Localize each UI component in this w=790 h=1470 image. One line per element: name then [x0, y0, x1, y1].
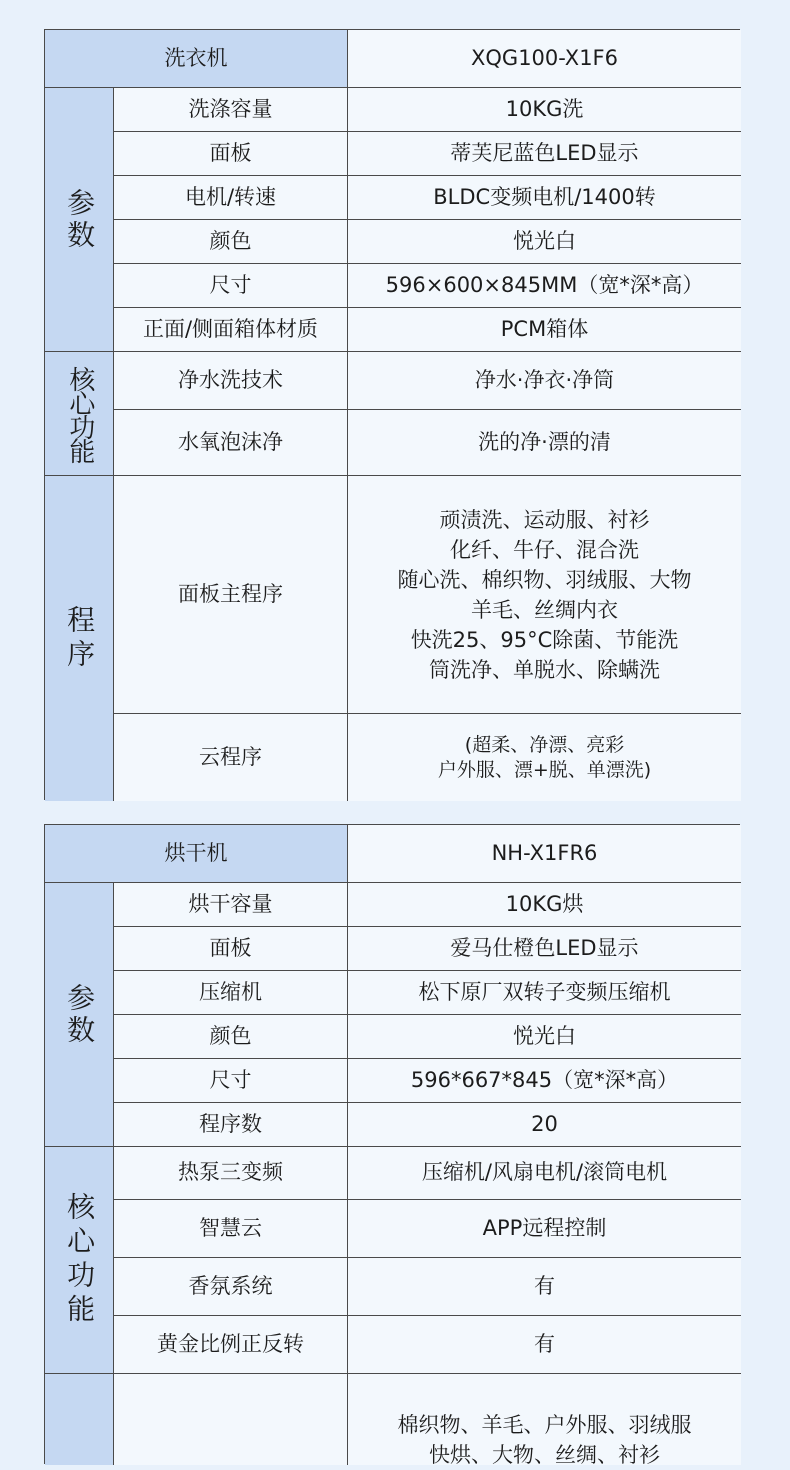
washer-row-label: 洗涤容量: [114, 88, 348, 132]
washer-panel-program-line: 化纤、牛仔、混合洗: [450, 537, 639, 562]
washer-panel-program-line: 随心洗、棉织物、羽绒服、大物: [397, 567, 692, 592]
dryer-row-value: 松下原厂双转子变频压缩机: [348, 971, 741, 1015]
washer-row-value: 净水·净衣·净筒: [348, 352, 741, 410]
dryer-category-params-text: 参数: [63, 982, 97, 1047]
washer-category-params: [45, 88, 114, 352]
dryer-program-line: 快烘、大物、丝绸、衬衫: [429, 1443, 660, 1467]
washer-category-program: [45, 476, 114, 801]
dryer-row-value: 10KG烘: [348, 883, 741, 927]
dryer-program-list: [348, 1374, 741, 1465]
washer-row-value: BLDC变频电机/1400转: [348, 176, 741, 220]
dryer-row-label: 黄金比例正反转: [114, 1316, 348, 1374]
washer-cloud-program-line: (超柔、净漂、亮彩: [464, 733, 625, 756]
washer-panel-program-line: 羊毛、丝绸内衣: [471, 597, 618, 622]
washer-panel-program-line: 顽渍洗、运动服、衬衫: [439, 507, 650, 532]
dryer-category-params: [45, 883, 114, 1147]
washer-row-label: 水氧泡沫净: [114, 410, 348, 476]
washer-category-core-text: 核心功能: [64, 365, 95, 462]
washer-row-label: 尺寸: [114, 264, 348, 308]
washer-row-value: PCM箱体: [348, 308, 741, 352]
dryer-header-label: 烘干机: [45, 825, 348, 883]
washer-row-value: 596×600×845MM（宽*深*高）: [348, 264, 741, 308]
washer-row-value: 10KG洗: [348, 88, 741, 132]
washer-spec-table: [44, 29, 740, 800]
washer-header-model: XQG100-X1F6: [348, 30, 741, 88]
dryer-program-label: [114, 1374, 348, 1465]
dryer-category-program: [45, 1374, 114, 1465]
dryer-row-label: 烘干容量: [114, 883, 348, 927]
dryer-row-label: 热泵三变频: [114, 1147, 348, 1200]
washer-panel-program-line: 筒洗净、单脱水、除螨洗: [429, 657, 660, 682]
washer-row-value: 悦光白: [348, 220, 741, 264]
dryer-row-label: 香氛系统: [114, 1258, 348, 1316]
washer-row-label: 电机/转速: [114, 176, 348, 220]
washer-panel-program-list: [348, 476, 741, 714]
washer-row-label: 净水洗技术: [114, 352, 348, 410]
washer-row-value: 洗的净·漂的清: [348, 410, 741, 476]
washer-cloud-program-line: 户外服、漂+脱、单漂洗): [437, 758, 652, 781]
washer-row-label: 面板: [114, 132, 348, 176]
dryer-program-line: 棉织物、羊毛、户外服、羽绒服: [397, 1413, 692, 1437]
washer-category-core: [45, 352, 114, 476]
dryer-row-label: 尺寸: [114, 1059, 348, 1103]
dryer-row-value: APP远程控制: [348, 1200, 741, 1258]
dryer-category-core-text: 核心功能: [63, 1192, 97, 1328]
washer-cloud-program-list: [348, 714, 741, 801]
dryer-row-label: 压缩机: [114, 971, 348, 1015]
dryer-row-label: 颜色: [114, 1015, 348, 1059]
washer-row-label: 正面/侧面箱体材质: [114, 308, 348, 352]
washer-panel-program-label: 面板主程序: [114, 476, 348, 714]
dryer-row-value: 压缩机/风扇电机/滚筒电机: [348, 1147, 741, 1200]
dryer-row-value: 596*667*845（宽*深*高）: [348, 1059, 741, 1103]
washer-category-program-text: 程序: [63, 604, 97, 673]
dryer-row-label: 面板: [114, 927, 348, 971]
dryer-spec-table: [44, 824, 740, 1467]
dryer-row-label: 程序数: [114, 1103, 348, 1147]
dryer-row-value: 20: [348, 1103, 741, 1147]
washer-category-params-text: 参数: [63, 187, 97, 252]
washer-panel-program-line: 快洗25、95°C除菌、节能洗: [410, 627, 679, 652]
washer-header-label: 洗衣机: [45, 30, 348, 88]
dryer-row-value: 有: [348, 1316, 741, 1374]
dryer-row-value: 有: [348, 1258, 741, 1316]
dryer-header-model: NH-X1FR6: [348, 825, 741, 883]
dryer-category-core: [45, 1147, 114, 1374]
dryer-row-value: 悦光白: [348, 1015, 741, 1059]
dryer-row-value: 爱马仕橙色LED显示: [348, 927, 741, 971]
washer-row-value: 蒂芙尼蓝色LED显示: [348, 132, 741, 176]
washer-cloud-program-label: 云程序: [114, 714, 348, 801]
dryer-row-label: 智慧云: [114, 1200, 348, 1258]
washer-row-label: 颜色: [114, 220, 348, 264]
